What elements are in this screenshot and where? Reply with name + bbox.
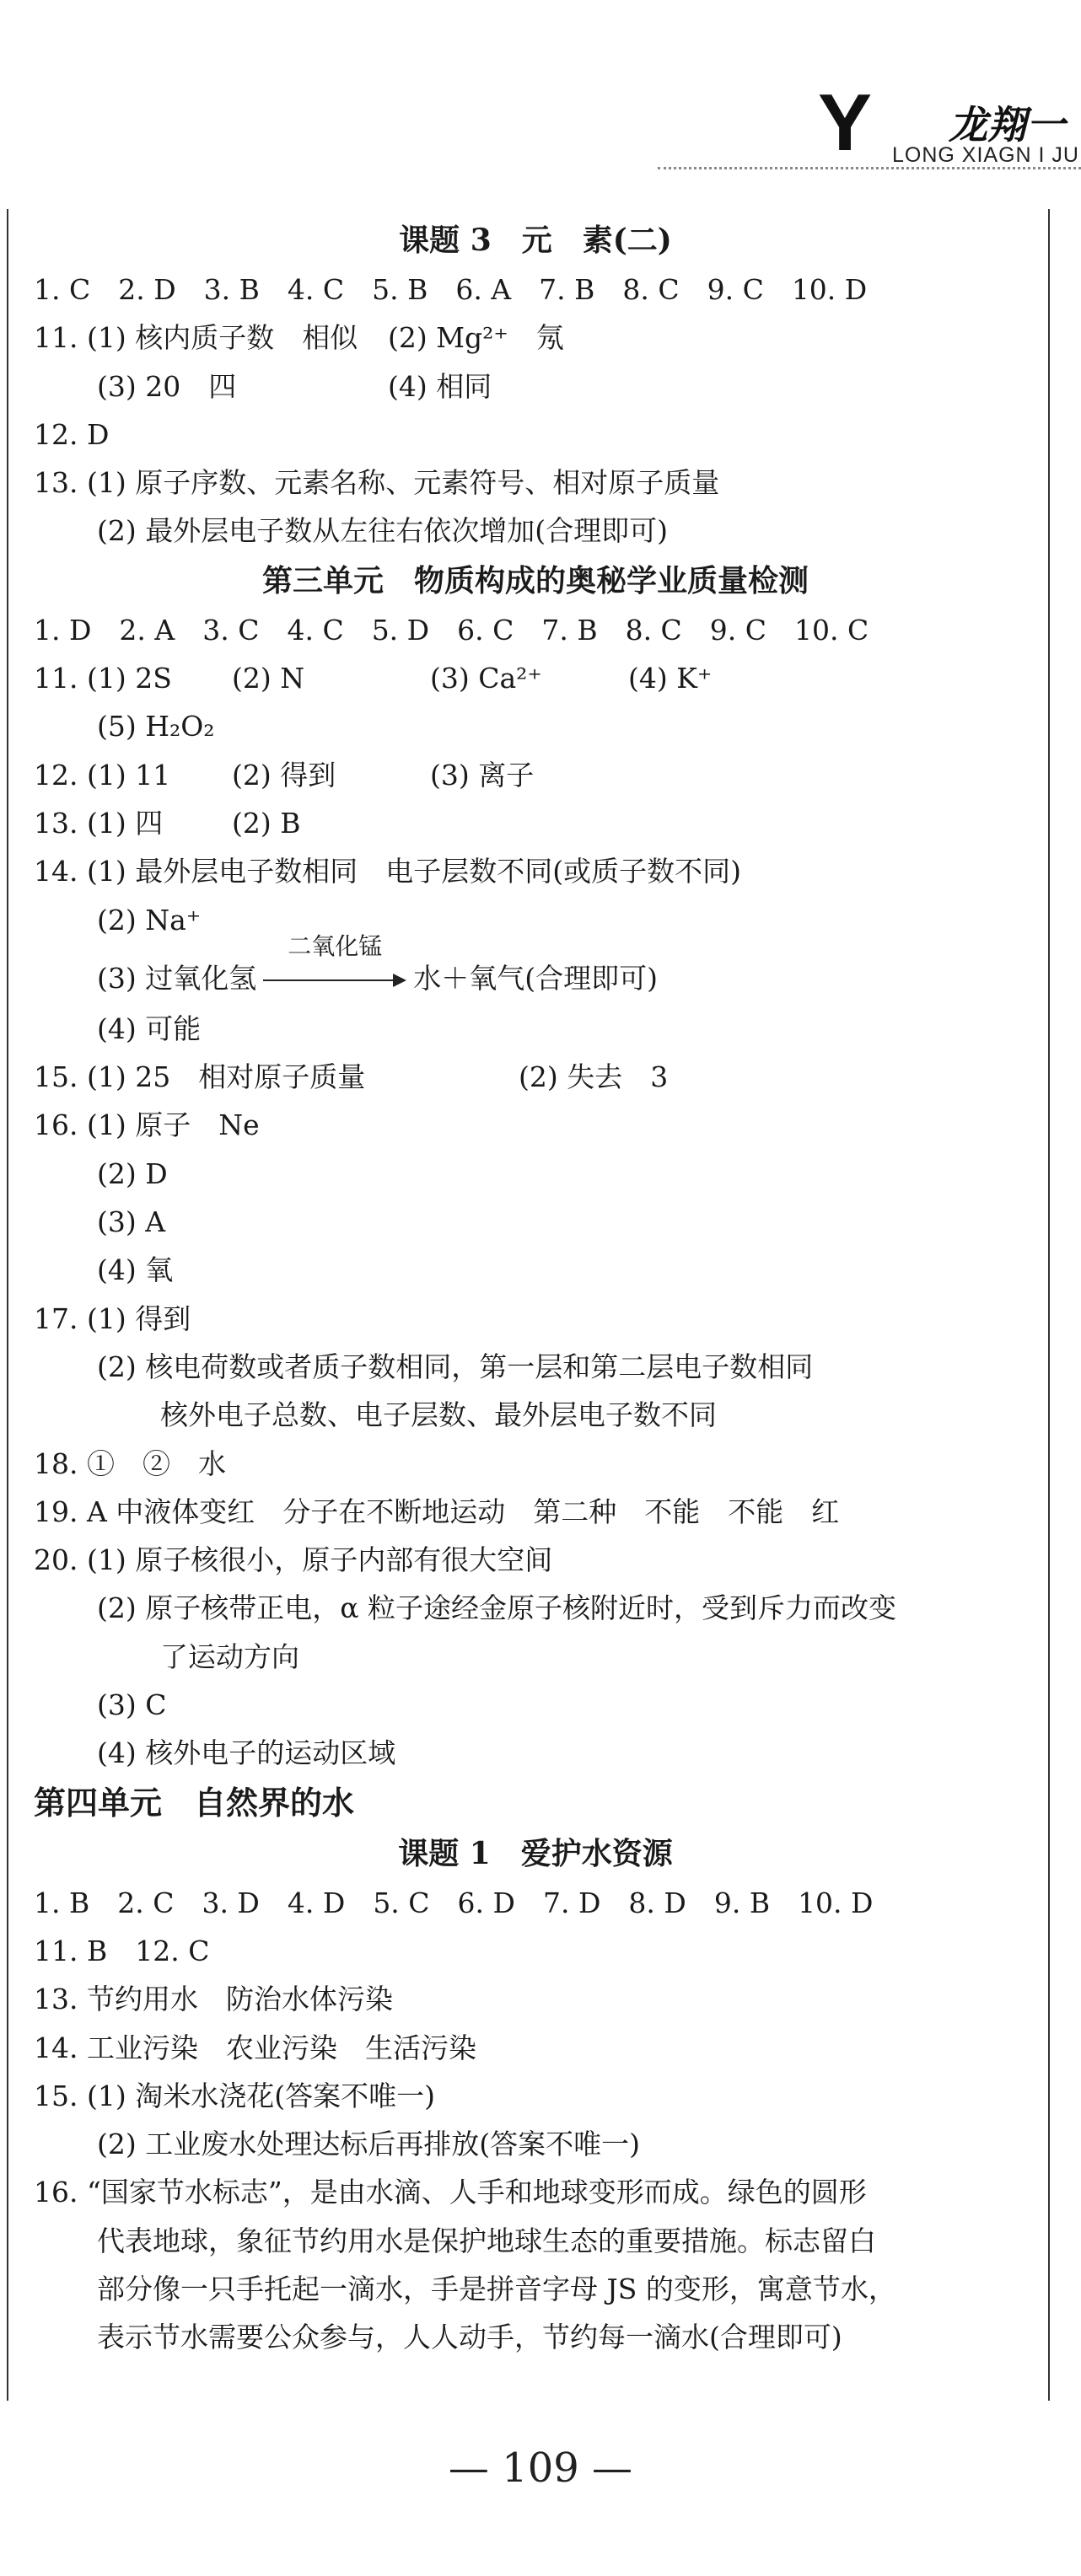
frame-left-border [7, 209, 8, 2401]
reaction-condition: 二氧化锰 [288, 931, 383, 960]
answer-line: (2) 工业废水处理达标后再排放(答案不唯一) [97, 2128, 640, 2161]
answer-line: 13. (1) 原子序数、元素名称、元素符号、相对原子质量 [34, 466, 720, 500]
answer-line: 核外电子总数、电子层数、最外层电子数不同 [160, 1398, 717, 1432]
page-header [0, 0, 1081, 194]
answer-line: 18. ① ② 水 [34, 1446, 226, 1480]
answer-line: (3) C [97, 1688, 167, 1722]
answer-part: (3) 20 四 [97, 369, 237, 403]
answer-line: (2) Na⁺ [97, 903, 202, 936]
answer-part: (2) Mg²⁺ 氖 [388, 321, 564, 355]
unit-title: 第四单元 自然界的水 [34, 1783, 355, 1822]
answer-line: (2) 核电荷数或者质子数相同，第一层和第二层电子数相同 [97, 1350, 814, 1383]
answer-part: 12. (1) 11 [34, 758, 171, 792]
answer-part: (3) Ca²⁺ [430, 662, 542, 695]
answer-line: (4) 核外电子的运动区域 [97, 1736, 396, 1770]
answer-part: (3) 过氧化氢 [97, 961, 257, 995]
answer-part: (2) 得到 [232, 758, 336, 792]
answer-line: 16. (1) 原子 Ne [34, 1108, 260, 1142]
answer-line: 19. A 中液体变红 分子在不断地运动 第二种 不能 不能 红 [34, 1495, 840, 1528]
brand-logo-letter: Y [818, 78, 873, 168]
answer-line: 13. 节约用水 防治水体污染 [34, 1983, 393, 2016]
answer-line: 部分像一只手托起一滴水，手是拼音字母 JS 的变形，寓意节水， [97, 2272, 896, 2305]
section-title: 课题 1 爱护水资源 [398, 1835, 673, 1871]
answer-line: 1. D 2. A 3. C 4. C 5. D 6. C 7. B 8. C 9. C 10. C [34, 613, 869, 647]
answer-line: 15. (1) 淘米水浇花(答案不唯一) [34, 2079, 435, 2112]
brand-name-cn: 龙翔一 [949, 102, 1065, 148]
answer-part: 11. (1) 核内质子数 相似 [34, 321, 358, 355]
header-divider [658, 167, 1081, 169]
answer-part: (3) 离子 [430, 758, 535, 792]
answer-line [34, 1053, 1037, 1101]
section-title: 课题 3 元 素(二) [399, 223, 672, 258]
answer-line [34, 654, 1037, 702]
answer-line [34, 751, 1037, 799]
answer-line: (2) D [97, 1157, 168, 1190]
answer-line [34, 931, 1037, 1005]
answer-line: 12. D [34, 417, 110, 451]
answer-line: 1. B 2. C 3. D 4. D 5. C 6. D 7. D 8. D 9. B 10. D [34, 1886, 874, 1919]
answer-part: 13. (1) 四 [34, 806, 164, 840]
answer-line: (4) 氧 [97, 1253, 174, 1287]
section-title: 第三单元 物质构成的奥秘学业质量检测 [261, 562, 809, 598]
answer-line: 14. 工业污染 农业污染 生活污染 [34, 2031, 476, 2064]
answer-line: 1. C 2. D 3. B 4. C 5. B 6. A 7. B 8. C 9. C 10. D [34, 273, 868, 306]
answer-line: 表示节水需要公众参与，人人动手，节约每一滴水(合理即可) [97, 2321, 842, 2354]
answer-line: (3) A [97, 1205, 166, 1239]
answer-line: (2) 最外层电子数从左往右依次增加(合理即可) [97, 514, 668, 548]
answer-line: 20. (1) 原子核很小，原子内部有很大空间 [34, 1543, 553, 1577]
reaction-arrow [263, 931, 406, 993]
answer-part: (2) 失去 3 [519, 1060, 669, 1094]
frame-right-border [1048, 209, 1050, 2401]
answer-part: (2) B [232, 806, 301, 840]
answer-line: 14. (1) 最外层电子数相同 电子层数不同(或质子数不同) [34, 855, 741, 888]
answer-part: (4) 相同 [388, 369, 492, 403]
answer-line: 16. “国家节水标志”，是由水滴、人手和地球变形而成。绿色的圆形 [34, 2176, 867, 2209]
answer-line: 了运动方向 [160, 1640, 299, 1673]
answer-part: 水＋氧气(合理即可) [413, 961, 658, 995]
arrow-shaft [263, 979, 396, 981]
answer-line: 17. (1) 得到 [34, 1301, 191, 1335]
answer-content [34, 215, 1037, 2362]
arrow-head [393, 974, 406, 987]
answer-line: 代表地球，象征节约用水是保护地球生态的重要措施。标志留白 [97, 2224, 876, 2257]
answer-line: (5) H₂O₂ [97, 710, 215, 743]
brand-name-en: LONG XIAGN I JU [892, 143, 1079, 167]
answer-line: (2) 原子核带正电，α 粒子途经金原子核附近时，受到斥力而改变 [97, 1591, 897, 1625]
page-number: — 109 — [448, 2445, 633, 2492]
answer-part: (4) K⁺ [628, 662, 713, 695]
answer-part: (2) N [232, 662, 305, 695]
answer-part: 11. (1) 2S [34, 662, 172, 695]
answer-line [34, 314, 1037, 362]
answer-line [34, 362, 1037, 411]
answer-part: 15. (1) 25 相对原子质量 [34, 1060, 366, 1094]
answer-line [34, 799, 1037, 847]
answer-line: 11. B 12. C [34, 1934, 210, 1967]
answer-line: (4) 可能 [97, 1012, 202, 1045]
